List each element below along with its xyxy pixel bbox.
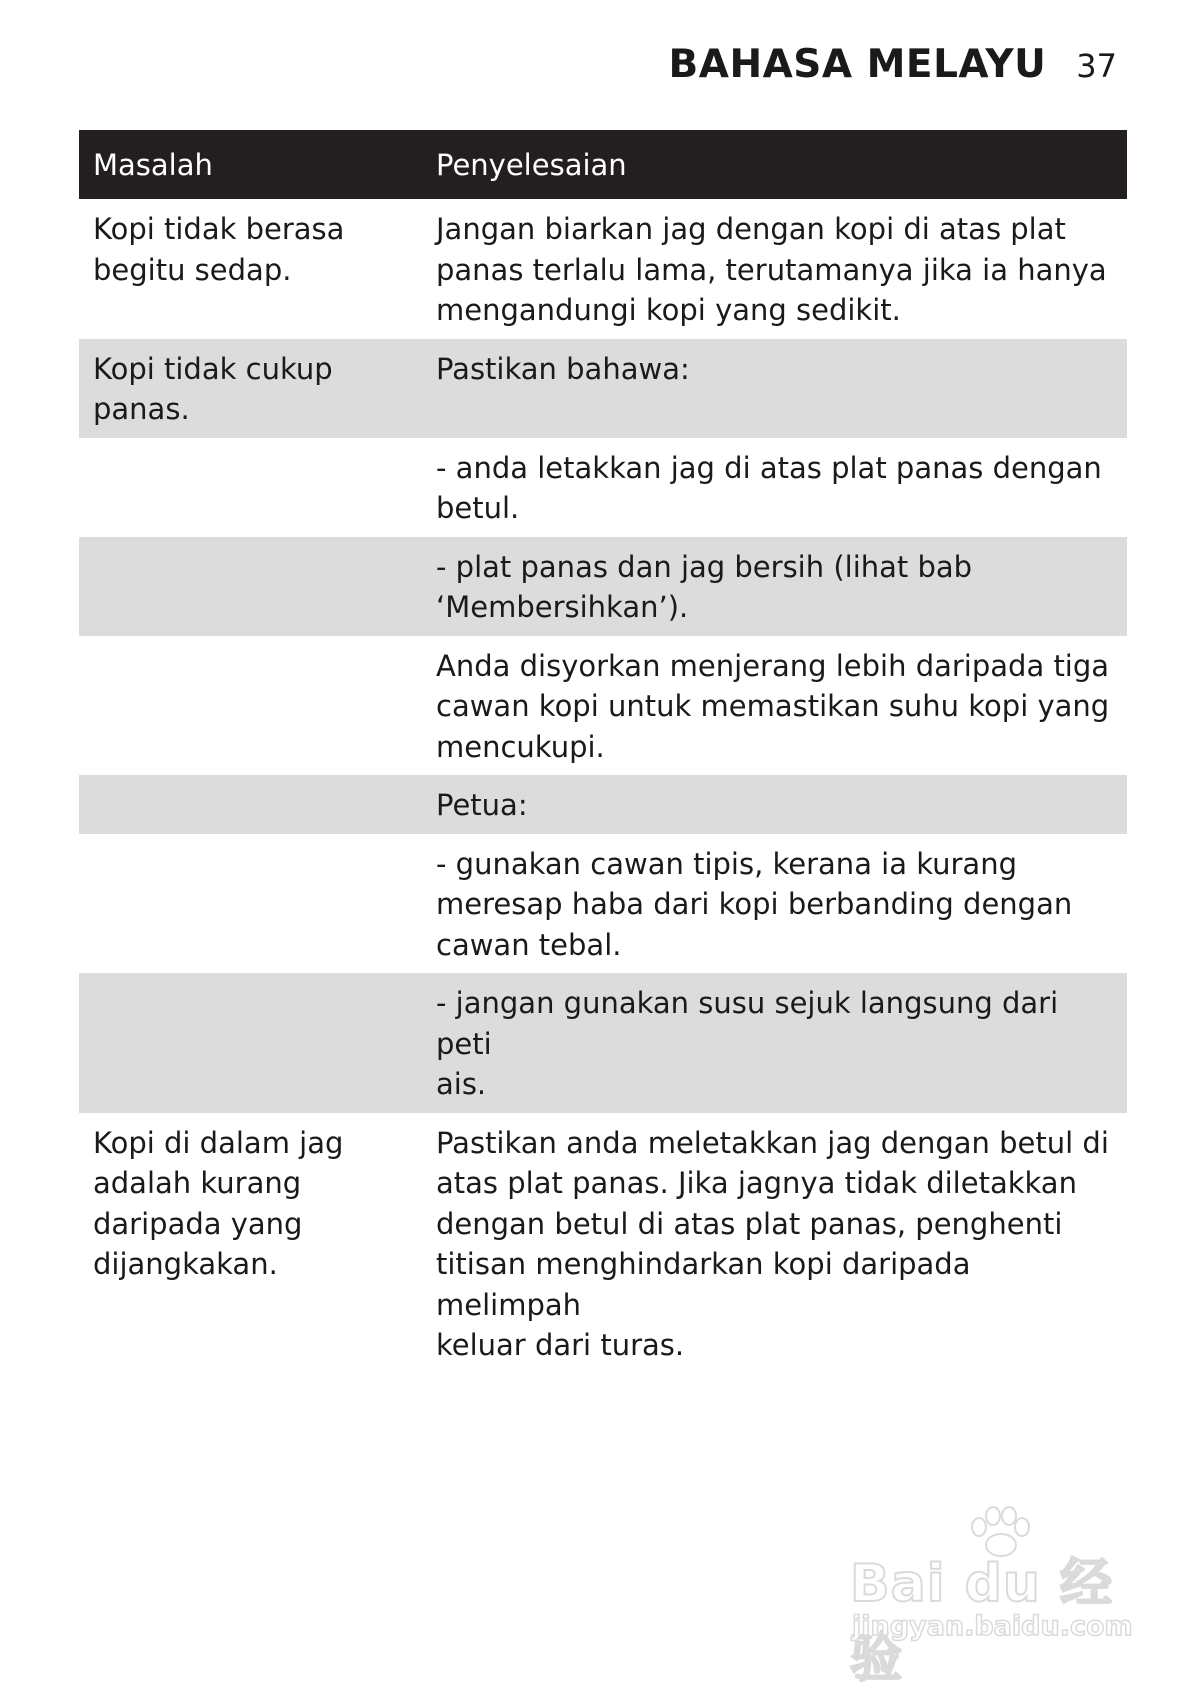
solution-cell: - jangan gunakan susu sejuk langsung dari peti ais. <box>436 986 1059 1101</box>
solution-cell: Petua: <box>436 788 528 822</box>
problem-cell <box>79 636 436 776</box>
solution-cell: Pastikan bahawa: <box>436 351 690 386</box>
problem-cell: Kopi tidak cukup panas. <box>93 351 333 426</box>
section-title: BAHASA MELAYU <box>668 42 1047 87</box>
table-row <box>79 537 1127 636</box>
table-row <box>79 438 1127 537</box>
table-header-row <box>79 130 1127 199</box>
problem-cell <box>79 834 436 974</box>
problem-cell: Kopi di dalam jag adalah kurang daripada yang dijangkakan. <box>93 1125 344 1281</box>
table-row <box>79 834 1127 974</box>
problem-cell <box>79 537 436 636</box>
problem-cell <box>79 973 436 1113</box>
page-number: 37 <box>1076 47 1117 85</box>
column-header-problem: Masalah <box>93 147 213 182</box>
problem-cell <box>79 438 436 537</box>
table-row <box>79 973 1127 1113</box>
page-header <box>669 42 1117 87</box>
column-header-solution: Penyelesaian <box>436 147 627 182</box>
solution-cell: - anda letakkan jag di atas plat panas dengan betul. <box>436 450 1102 525</box>
baidu-watermark <box>850 1505 1135 1689</box>
table-row <box>79 199 1127 339</box>
problem-cell <box>79 775 436 834</box>
watermark-url: jingyan.baidu.com <box>852 1611 1133 1642</box>
solution-cell: - plat panas dan jag bersih (lihat bab ‘Membersihkan’). <box>436 549 973 624</box>
troubleshooting-table <box>79 130 1127 1374</box>
solution-cell: - gunakan cawan tipis, kerana ia kurang meresap haba dari kopi berbanding dengan cawan tebal. <box>436 846 1073 962</box>
table-row <box>79 339 1127 438</box>
table-row <box>79 775 1127 834</box>
solution-cell: Pastikan anda meletakkan jag dengan betul di atas plat panas. Jika jagnya tidak diletakkan dengan betul di atas plat panas, penghenti titisan menghindarkan kopi daripada melimpah keluar dari turas. <box>436 1125 1109 1362</box>
table-row <box>79 1113 1127 1374</box>
solution-cell: Anda disyorkan menjerang lebih daripada tiga cawan kopi untuk memastikan suhu kopi yang mencukupi. <box>436 648 1110 764</box>
solution-cell: Jangan biarkan jag dengan kopi di atas plat panas terlalu lama, terutamanya jika ia hanya mengandungi kopi yang sedikit. <box>436 212 1107 327</box>
problem-cell: Kopi tidak berasa begitu sedap. <box>93 212 345 287</box>
watermark-logo-text: Bai du 经验 <box>850 1554 1113 1689</box>
table-row <box>79 636 1127 776</box>
